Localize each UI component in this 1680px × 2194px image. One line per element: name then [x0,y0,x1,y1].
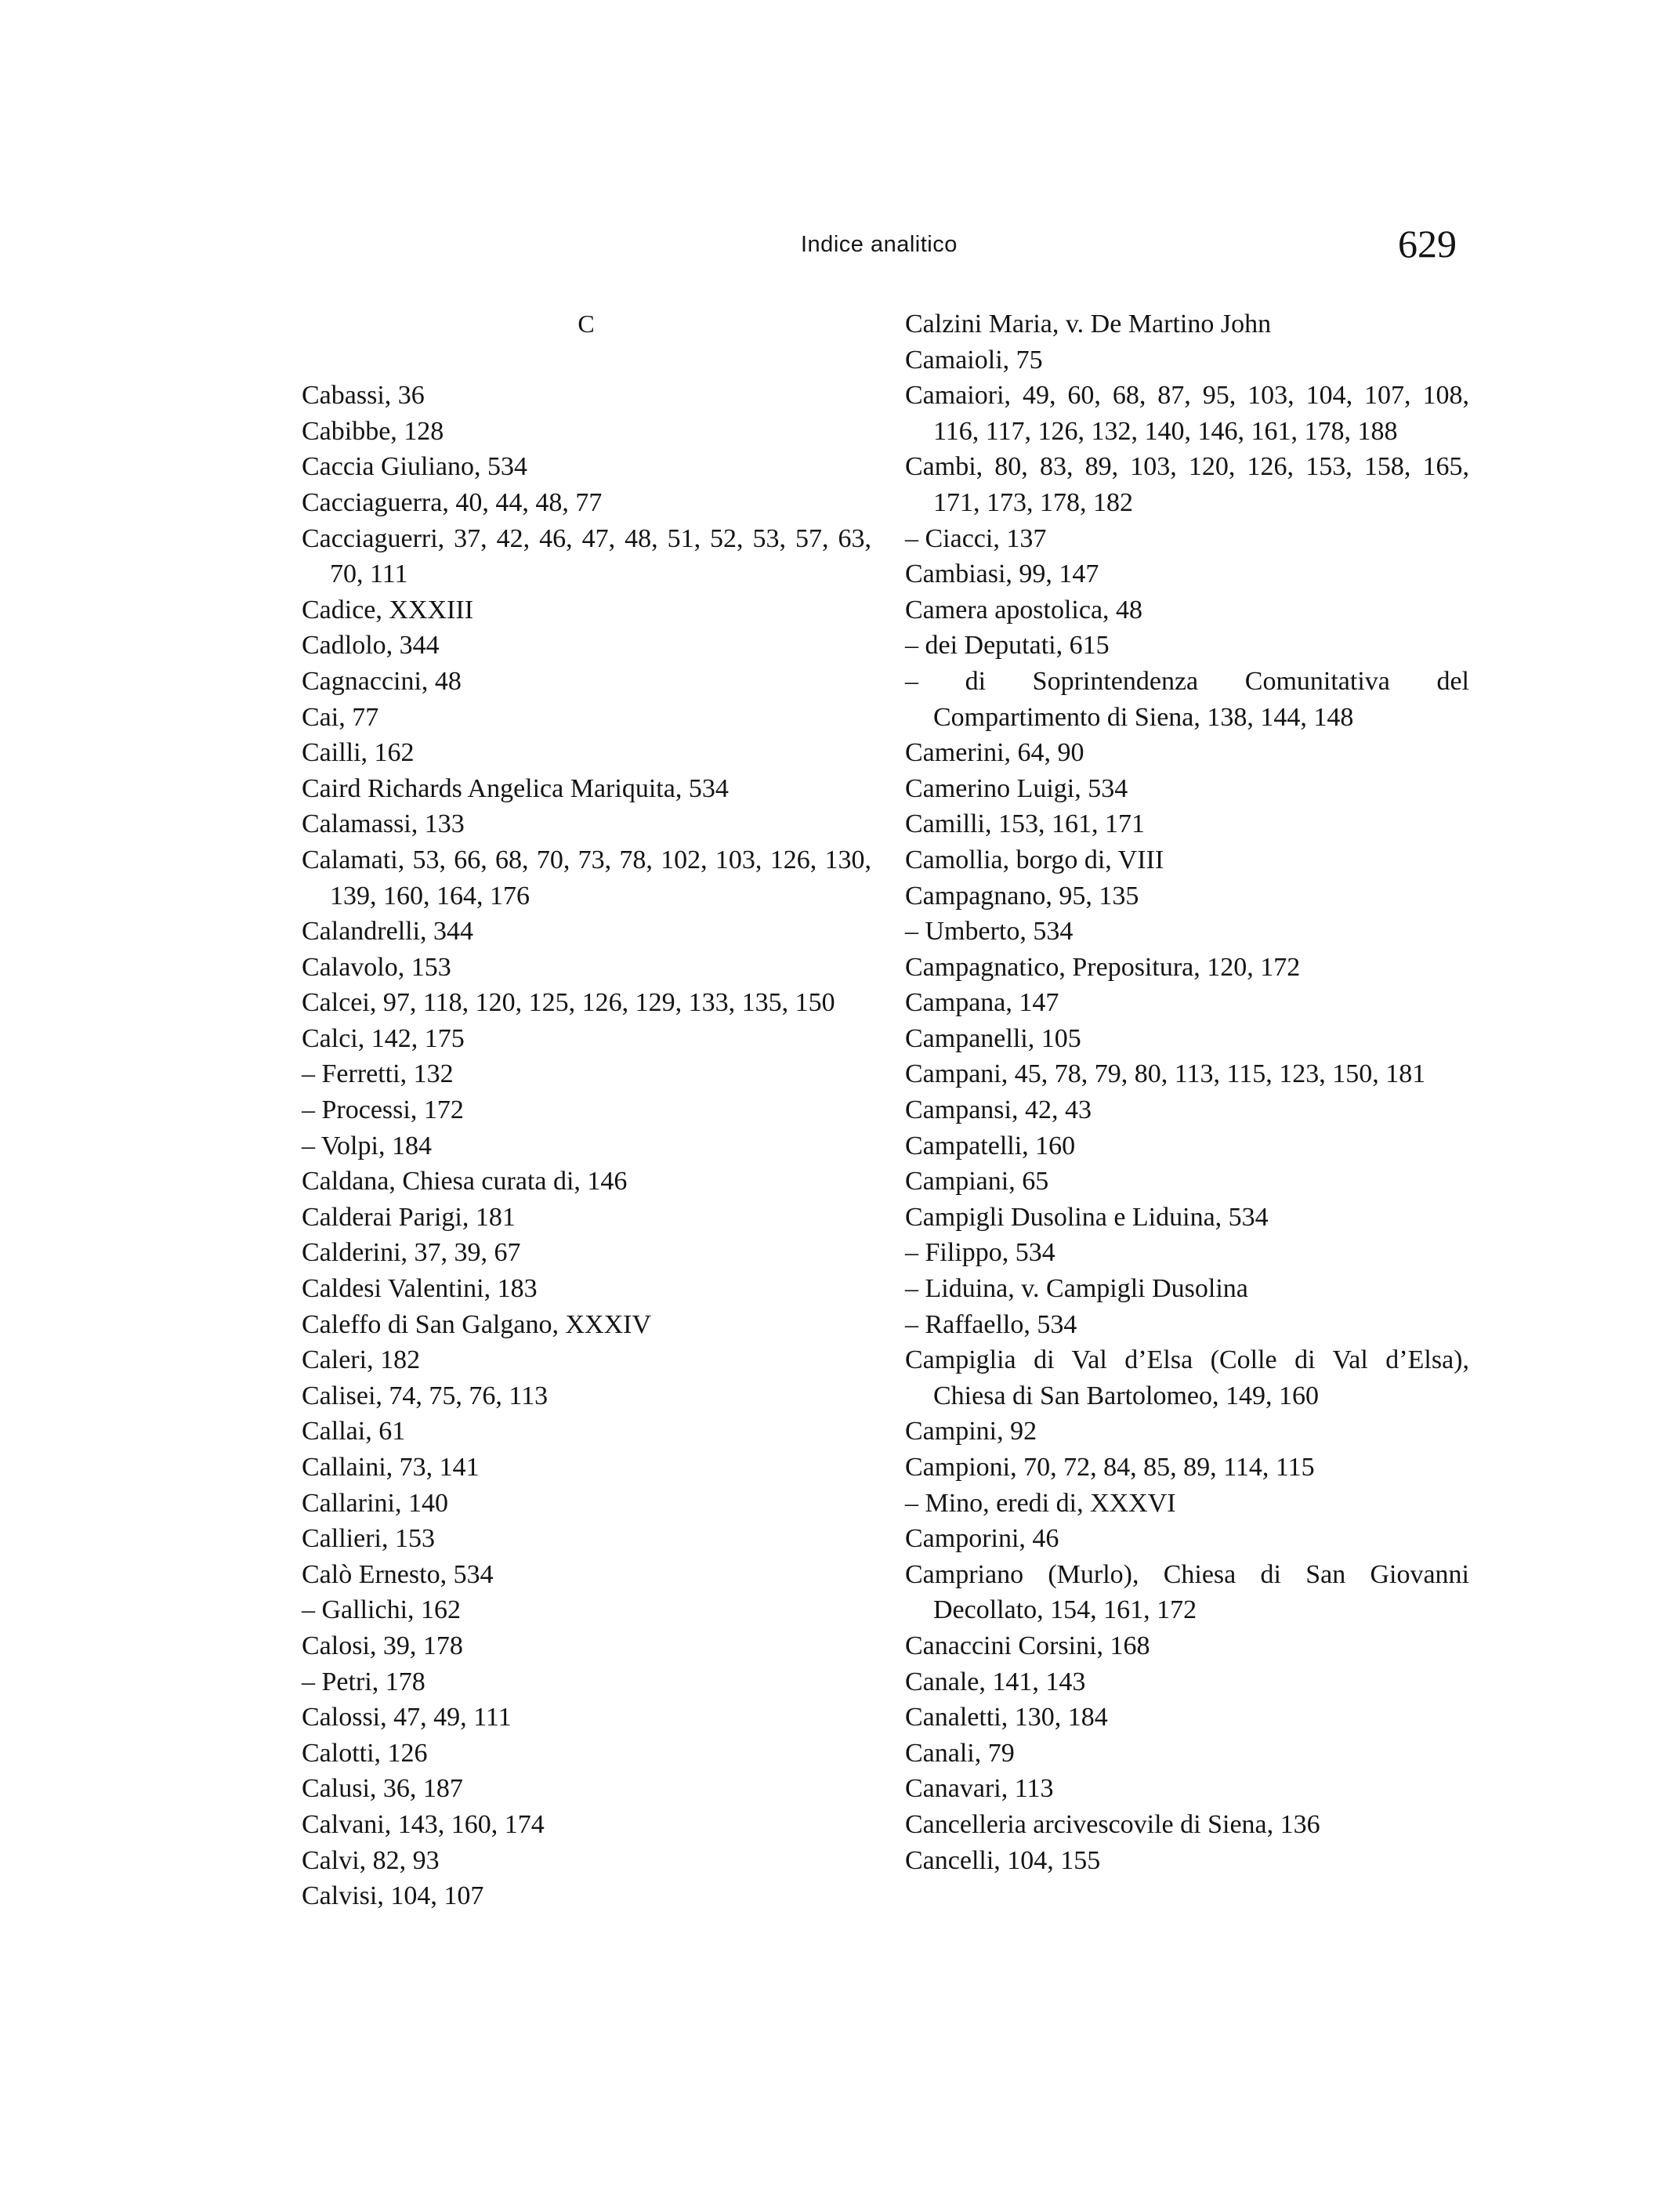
index-entry: Callai, 61 [302,1417,406,1446]
index-entry: – Ciacci, 137 [905,523,1047,553]
index-column-right [905,306,1469,1878]
index-entry: – Petri, 178 [302,1667,425,1696]
index-entry: Caldana, Chiesa curata di, 146 [302,1167,628,1197]
index-entry: Camerino Luigi, 534 [905,773,1128,803]
index-entry: Camaiori, 49, 60, 68, 87, 95, 103, 104, 107, 108, 116, 117, 126, 132, 140, 146, 161, 178, 188 [905,381,1469,446]
index-entry: Campana, 147 [905,988,1059,1018]
index-entry: – Mino, eredi di, XXXVI [905,1488,1176,1518]
index-entry: Calotti, 126 [302,1738,428,1768]
index-entry: Cadice, XXXIII [302,595,474,625]
index-entry: Canali, 79 [905,1738,1015,1768]
index-entry: – Gallichi, 162 [302,1595,462,1625]
index-entry: Calamati, 53, 66, 68, 70, 73, 78, 102, 103, 126, 130, 139, 160, 164, 176 [302,845,871,911]
index-entry: Campiglia di Val d’Elsa (Colle di Val d’Elsa), Chiesa di San Bartolomeo, 149, 160 [905,1345,1469,1410]
index-entry: Calò Ernesto, 534 [302,1559,494,1589]
index-entry: Campagnatico, Prepositura, 120, 172 [905,952,1301,982]
index-entry: Campansi, 42, 43 [905,1095,1092,1125]
index-entry: Camilli, 153, 161, 171 [905,809,1145,839]
index-entry: Calamassi, 133 [302,809,465,839]
index-entry: – Liduina, v. Campigli Dusolina [905,1274,1248,1304]
running-title: Indice analitico [801,232,958,257]
index-entry: Calvi, 82, 93 [302,1845,440,1875]
index-entry: – Raffaello, 534 [905,1309,1077,1339]
index-entry: Caleffo di San Galgano, XXXIV [302,1309,652,1339]
index-entry: Calderini, 37, 39, 67 [302,1238,521,1268]
index-entry: Cabassi, 36 [302,381,425,411]
index-entry: – Umberto, 534 [905,917,1074,947]
index-entry: Cailli, 162 [302,738,415,768]
index-entry: Camollia, borgo di, VIII [905,845,1164,874]
index-entry: Calderai Parigi, 181 [302,1202,516,1232]
index-entry: – dei Deputati, 615 [905,631,1110,661]
index-entry: Calvani, 143, 160, 174 [302,1809,545,1839]
index-entry: Calavolo, 153 [302,952,451,982]
index-entry: Caird Richards Angelica Mariquita, 534 [302,773,729,803]
index-entry: Calandrelli, 344 [302,917,474,947]
index-entry: Calusi, 36, 187 [302,1774,463,1804]
index-entry: Canaletti, 130, 184 [905,1703,1108,1732]
index-entry: Cabibbe, 128 [302,416,444,446]
index-entry: Campagnano, 95, 135 [905,881,1139,911]
index-entry: Campriano (Murlo), Chiesa di San Giovanni Decollato, 154, 161, 172 [905,1559,1469,1625]
index-entry: Callaini, 73, 141 [302,1453,480,1482]
index-entry: Caldesi Valentini, 183 [302,1274,538,1304]
index-entry: – Processi, 172 [302,1095,464,1125]
section-letter: C [578,310,596,338]
index-entry: Campani, 45, 78, 79, 80, 113, 115, 123, 150, 181 [905,1059,1426,1089]
index-entry: Canavari, 113 [905,1774,1054,1804]
index-entry: Calossi, 47, 49, 111 [302,1703,512,1732]
index-entry: Calvisi, 104, 107 [302,1881,484,1911]
index-entry: Cai, 77 [302,702,379,732]
index-entry: Cagnaccini, 48 [302,666,462,696]
index-entry: Calzini Maria, v. De Martino John [905,310,1272,339]
index-entry: Cacciaguerri, 37, 42, 46, 47, 48, 51, 52, 53, 57, 63, 70, 111 [302,523,871,589]
index-entry: Camporini, 46 [905,1524,1059,1554]
index-column-left [302,306,871,1914]
index-entry: Cadlolo, 344 [302,631,440,661]
index-entry: Cambi, 80, 83, 89, 103, 120, 126, 153, 158, 165, 171, 173, 178, 182 [905,452,1469,517]
index-entry: Cambiasi, 99, 147 [905,559,1099,589]
index-entry: Campigli Dusolina e Liduina, 534 [905,1202,1269,1232]
index-entry: Calcei, 97, 118, 120, 125, 126, 129, 133, 135, 150 [302,988,835,1018]
index-entry: Camerini, 64, 90 [905,738,1084,768]
index-entry: – Volpi, 184 [302,1131,432,1160]
index-entry: Campanelli, 105 [905,1023,1081,1053]
page-number: 629 [1398,222,1457,266]
index-entry: Cancelleria arcivescovile di Siena, 136 [905,1809,1320,1839]
index-entry: Campioni, 70, 72, 84, 85, 89, 114, 115 [905,1453,1315,1482]
index-entry: Cacciaguerra, 40, 44, 48, 77 [302,487,603,517]
index-entry: Calci, 142, 175 [302,1023,465,1053]
index-entry: – di Soprintendenza Comunitativa del Compartimento di Siena, 138, 144, 148 [905,666,1469,732]
index-entry: Caccia Giuliano, 534 [302,452,527,482]
index-entry: Canale, 141, 143 [905,1667,1086,1696]
index-entry: Canaccini Corsini, 168 [905,1631,1150,1660]
index-entry: Caleri, 182 [302,1345,421,1375]
index-entry: Callieri, 153 [302,1524,435,1554]
index-entry: Camera apostolica, 48 [905,595,1143,625]
index-entry: Calosi, 39, 178 [302,1631,463,1660]
index-entry: – Filippo, 534 [905,1238,1055,1268]
index-entry: Campatelli, 160 [905,1131,1076,1160]
index-entry: Cancelli, 104, 155 [905,1845,1101,1875]
index-entry: Camaioli, 75 [905,345,1043,375]
index-entry: Campiani, 65 [905,1167,1049,1197]
index-entry: Callarini, 140 [302,1488,448,1518]
index-entry: Calisei, 74, 75, 76, 113 [302,1381,549,1410]
index-entry: – Ferretti, 132 [302,1059,454,1089]
index-entry: Campini, 92 [905,1417,1037,1446]
